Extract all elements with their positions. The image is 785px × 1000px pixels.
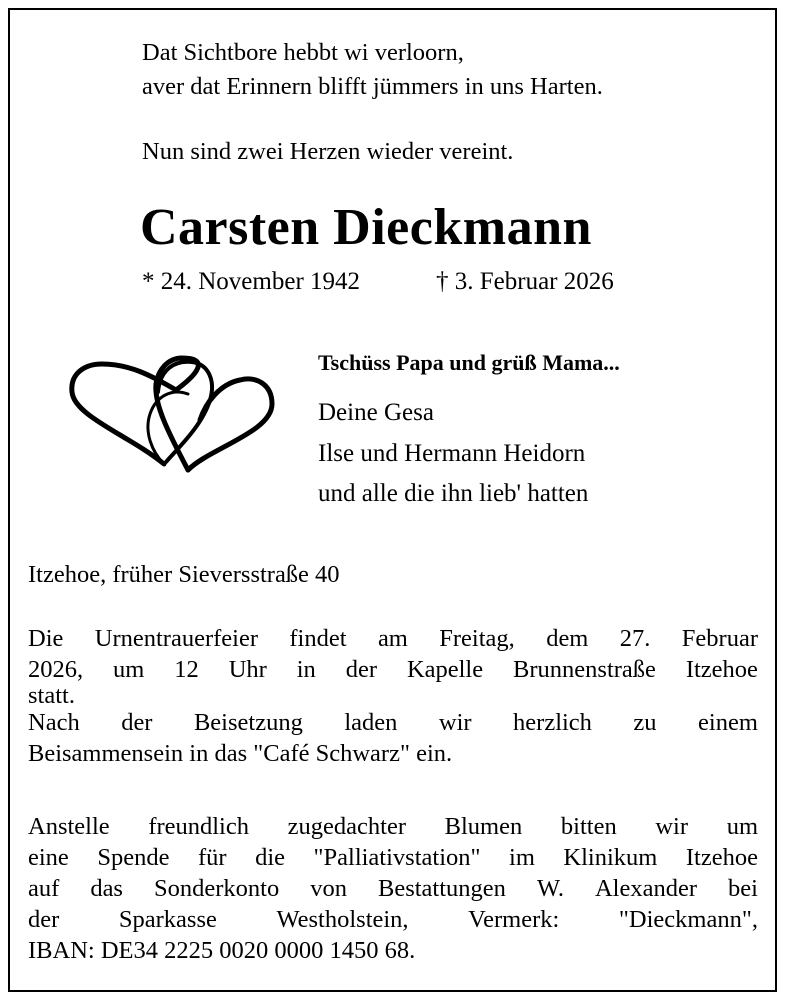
verse-line-1: Dat Sichtbore hebbt wi verloorn,	[142, 39, 464, 66]
service-line-2: 2026, um 12 Uhr in der Kapelle Brunnenstraße Itzehoe	[28, 656, 758, 683]
intertwined-hearts-icon	[60, 352, 282, 478]
donation-line-1: Anstelle freundlich zugedachter Blumen bitten wir um	[28, 813, 758, 840]
mourner-line-2: Ilse und Hermann Heidorn	[318, 440, 586, 467]
farewell-text: Tschüss Papa und grüß Mama...	[318, 350, 620, 375]
death-date: † 3. Februar 2026	[436, 268, 614, 295]
donation-line-4: der Sparkasse Westholstein, Vermerk: "Dieckmann",	[28, 906, 758, 933]
deceased-name: Carsten Dieckmann	[140, 199, 592, 256]
service-line-1: Die Urnentrauerfeier findet am Freitag, dem 27. Februar	[28, 625, 758, 652]
verse-line-3: Nun sind zwei Herzen wieder vereint.	[142, 138, 514, 165]
service-paragraph	[28, 623, 758, 769]
mourner-line-1: Deine Gesa	[318, 399, 434, 426]
donation-line-3: auf das Sonderkonto von Bestattungen W. Alexander bei	[28, 875, 758, 902]
donation-paragraph	[28, 811, 758, 966]
verse-line-2: aver dat Erinnern blifft jümmers in uns Harten.	[142, 73, 603, 100]
donation-line-2: eine Spende für die "Palliativstation" im Klinikum Itzehoe	[28, 844, 758, 871]
mourner-line-3: und alle die ihn lieb' hatten	[318, 480, 589, 507]
service-line-5: Beisammensein in das "Café Schwarz" ein.	[28, 740, 453, 767]
donation-line-5: IBAN: DE34 2225 0020 0000 1450 68.	[28, 937, 416, 964]
service-line-4: Nach der Beisetzung laden wir herzlich zu einem	[28, 709, 758, 736]
place-text: Itzehoe, früher Sieversstraße 40	[28, 561, 340, 588]
birth-date: * 24. November 1942	[142, 268, 361, 295]
service-line-3: statt.	[28, 682, 75, 709]
